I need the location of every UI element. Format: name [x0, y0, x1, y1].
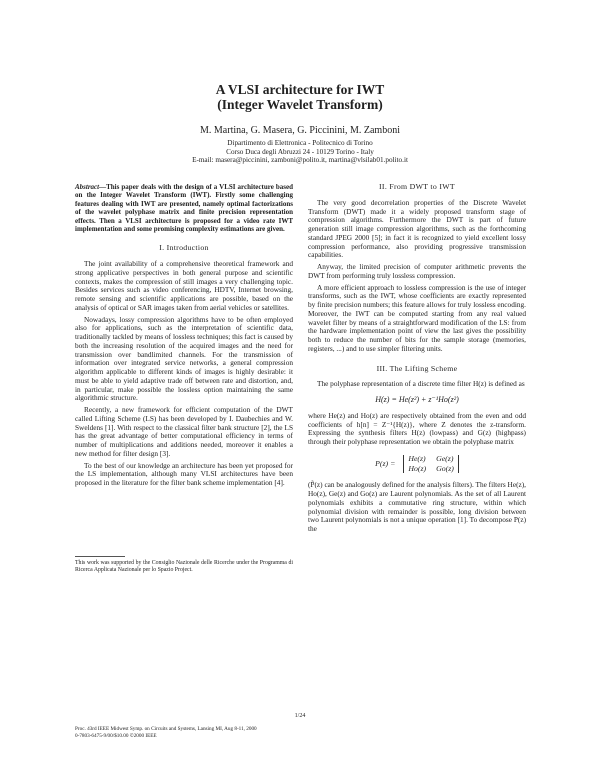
intro-paragraph: To the best of our knowledge an architecture has been yet proposed for the LS implementation, although many VLSI architectures have been proposed in the literature for the filter bank scheme implementation [4].	[75, 460, 293, 488]
intro-paragraph: The joint availability of a comprehensive theoretical framework and strong applicative perspectives in both general purpose and scientific contexts, makes the compression of still images a very challenging topic. Besides services such as video conferencing, HDTV, Internet browsing, remote sensing and scientific applications are possible, based on the analysis of optical or SAR images taken from aerial vehicles or satellites.	[75, 259, 293, 312]
publication-footer	[75, 726, 375, 739]
affiliation-email: E-mail: masera@piccinini, zamboni@polito.it, martina@vlsilab01.polito.it	[192, 156, 408, 165]
polyphase-matrix	[308, 455, 526, 474]
footer-line: Proc. 43rd IEEE Midwest Symp. on Circuits and Systems, Lansing MI, Aug 8-11, 2000	[75, 726, 257, 732]
paper-title-line2: (Integer Wavelet Transform)	[217, 97, 383, 112]
dwt-paragraph: A more efficient approach to lossless compression is the use of integer transforms, such as the IWT, whose coefficients are exactly represented by finite precision numbers; this feature allows for truly lossless encoding. Moreover, the IWT can be computed starting from any real valued wavelet filter by means of a straightforward modification of the LS: from the hardware implementation point of view the last gives the possibility both to reduce the number of bits for the sample storage (memories, registers, ...) and to use simpler filtering units.	[308, 282, 526, 353]
dwt-paragraph: The very good decorrelation properties of the Discrete Wavelet Transform (DWT) made it a widely proposed transform stage of compression algorithms. Furthermore the DWT is part of future generation still image compression algorithms, such as the forthcoming standard JPEG 2000 [5]; in fact it is recognized to yield excellent lossy compression performance, also providing progressive transmission capabilities.	[308, 197, 526, 260]
section-heading-dwt-to-iwt: II. From DWT to IWT	[379, 182, 455, 191]
footnote-divider	[75, 556, 125, 557]
footer-line: 0-7803-6475-9/00/$10.00 ©2000 IEEE	[75, 732, 157, 739]
after-equation-text: where He(z) and Ho(z) are respectively obtained from the even and odd coefficients of h[n] = Z⁻¹{H(z)}, where Z denotes the z-transform. Expressing the synthesis filters H(z) (lowpass) and G(z) (highpass) through their polyphase representation we obtain the polyphase matrix	[308, 410, 526, 446]
footnote	[75, 556, 293, 574]
affiliation-address: Corso Duca degli Abruzzi 24 - 10129 Torino - Italy	[226, 147, 374, 156]
affiliation-dept: Dipartimento di Elettronica - Politecnico di Torino	[227, 139, 373, 147]
matrix-entry: Ge(z)	[436, 453, 454, 463]
dwt-paragraph: Anyway, the limited precision of computer arithmetic prevents the DWT from performing truly lossless compression.	[308, 262, 526, 280]
right-column	[308, 183, 526, 537]
matrix-entry: Go(z)	[436, 463, 454, 473]
intro-paragraph: Recently, a new framework for efficient computation of the DWT called Lifting Scheme (LS) has been developed by I. Daubechies and W. Sweldens [1]. With respect to the classical filter bank structure [2], the LS has the great advantage of better computational efficiency in terms of number of multiplications and additions needed, moreover it enables a new method for filter design [3].	[75, 405, 293, 458]
section-heading-introduction: I. Introduction	[159, 243, 209, 253]
polyphase-equation: H(z) = He(z²) + z⁻¹Ho(z²)	[375, 395, 459, 404]
section-heading-lifting-scheme: III. The Lifting Scheme	[376, 363, 458, 373]
matrix-entry: He(z)	[408, 453, 426, 463]
intro-paragraph: Nowadays, lossy compression algorithms have to be often employed also for applications, such as the interpretation of scientific data, traditionally tackled by means of lossless techniques; this fact is caused by both the increasing resolution of the acquired images and the need for transmission over bandlimited channels. For the transmission of information over integrated service networks, a general compression algorithm applicable to different kinds of images is highly desirable: it must be able to yield adaptive trade off between rate and distortion, and, in particular, make possible the lossless option maintaining the same algorithmic structure.	[75, 314, 293, 403]
page-number: 1/24	[294, 713, 306, 719]
matrix-entry: Ho(z)	[408, 463, 427, 473]
lifting-intro: The polyphase representation of a discrete time filter H(z) is defined as	[317, 379, 525, 389]
abstract	[75, 183, 293, 233]
author-list: M. Martina, G. Masera, G. Piccinini, M. Zamboni	[200, 125, 400, 136]
abstract-text: This paper deals with the design of a VLSI architecture based on the Integer Wavelet Transform (IWT). Firstly some challenging features dealing with IWT are presented, namely optimal factorizations of the wavelet polyphase matrix and finite precision representation effects. Then a VLSI architecture is proposed for a video rate IWT implementation and some promising complexity estimations are given.	[75, 183, 293, 234]
matrix-lhs: P(z) =	[375, 458, 396, 468]
footnote-text: This work was supported by the Consiglio Nazionale delle Ricerche under the Programma di Ricerca Applicata Nazionale per lo Spazio Project.	[75, 560, 293, 573]
paper-title-line1: A VLSI architecture for IWT	[215, 82, 385, 97]
left-column	[75, 183, 293, 491]
matrix-body	[403, 455, 459, 474]
affiliation-block	[0, 139, 600, 165]
abstract-label: Abstract—	[75, 183, 107, 191]
after-matrix-text: (P̃(z) can be analogously defined for the analysis filters). The filters He(z), Ho(z), Ge(z) and Go(z) are Laurent polynomials. As the set of all Laurent polynomials exhibits a commutative ring structure, within which polynomial division with remainder is possible, long division between two Laurent polynomials is not a unique operation [1]. To decompose P(z) the	[308, 480, 526, 533]
